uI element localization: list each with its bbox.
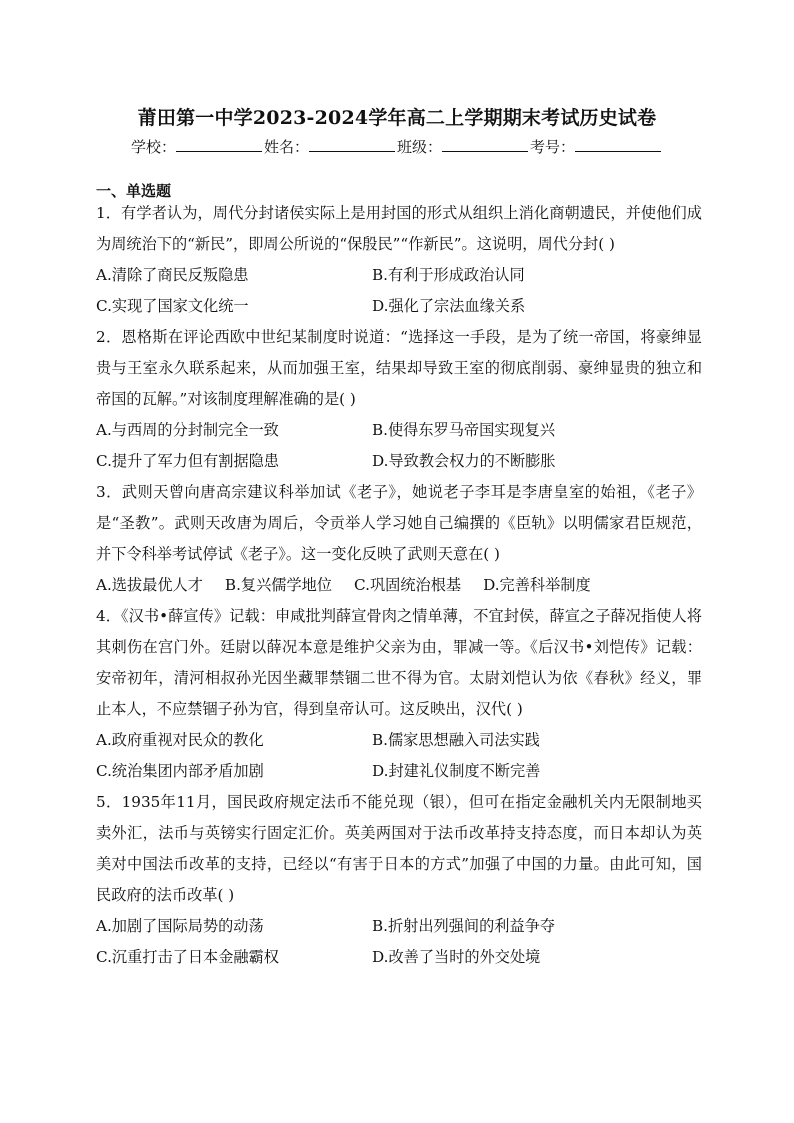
option-group [96,260,702,322]
name-blank[interactable] [309,137,395,152]
question [96,477,702,601]
option-d[interactable]: D.强化了宗法血缘关系 [372,297,526,315]
name-label: 姓名： [263,138,309,156]
option-c[interactable]: C.巩固统治根基 [354,576,462,594]
option-d[interactable]: D.封建礼仪制度不断完善 [372,762,541,780]
option-c[interactable]: C.统治集团内部矛盾加剧 [96,762,264,780]
student-info-line [0,136,794,157]
option-a[interactable]: A.清除了商民反叛隐患 [96,266,249,284]
option-group [96,911,702,973]
option-d[interactable]: D.完善科举制度 [483,576,591,594]
option-b[interactable]: B.复兴儒学地位 [224,576,333,594]
school-label: 学校： [130,138,176,156]
question-stem: 4．《汉书•薛宣传》记载：申咸批判薛宣骨肉之情单薄，不宜封侯，薛宣之子薛况指使人将其刺伤在宫门外。廷尉以薛况本意是维护父亲为由，罪减一等。《后汉书•刘恺传》记载：安帝初年，清河相叔孙光因坐藏罪禁锢二世不得为官。太尉刘恺认为依《春秋》经义，罪止本人，不应禁锢子孙为官，得到皇帝认可。这反映出，汉代( ) [96,607,702,718]
option-d[interactable]: D.改善了当时的外交处境 [372,948,541,966]
question-stem: 1．有学者认为，周代分封诸侯实际上是用封国的形式从组织上消化商朝遗民，并使他们成为周统治下的“新民”，即周公所说的“保殷民”“作新民”。这说明，周代分封( ) [96,204,702,253]
exam-title: 莆田第一中学2023-2024学年高二上学期期末考试历史试卷 [137,107,657,129]
question-stem: 5．1935年11月，国民政府规定法币不能兑现（银），但可在指定金融机关内无限制地买卖外汇，法币与英镑实行固定汇价。英美两国对于法币改革持支持态度，而日本却认为英美对中国法币改革的支持，已经以“有害于日本的方式”加强了中国的力量。由此可知，国民政府的法币改革( ) [96,793,702,904]
option-group [96,415,702,477]
question [96,787,702,973]
school-blank[interactable] [176,137,262,152]
class-blank[interactable] [442,137,528,152]
number-blank[interactable] [575,137,661,152]
question-stem: 2．恩格斯在评论西欧中世纪某制度时说道：“选择这一手段，是为了统一帝国，将豪绅显贵与王室永久联系起来，从而加强王室，结果却导致王室的彻底削弱、豪绅显贵的独立和帝国的瓦解。”对该制度理解准确的是( ) [96,328,702,408]
option-group [96,725,702,787]
option-c[interactable]: C.实现了国家文化统一 [96,297,249,315]
question [96,322,702,477]
section-title: 一、单选题 [96,182,172,200]
option-c[interactable]: C.提升了军力但有割据隐患 [96,452,279,470]
question [96,601,702,787]
option-c[interactable]: C.沉重打击了日本金融霸权 [96,948,279,966]
option-group [96,570,702,601]
question-stem: 3．武则天曾向唐高宗建议科举加试《老子》，她说老子李耳是李唐皇室的始祖，《老子》是“圣教”。武则天改唐为周后，令贡举人学习她自己编撰的《臣轨》以明儒家君臣规范，并下令科举考试停试《老子》。这一变化反映了武则天意在( ) [96,483,702,563]
option-a[interactable]: A.加剧了国际局势的动荡 [96,917,264,935]
question [96,198,702,322]
option-b[interactable]: B.使得东罗马帝国实现复兴 [372,421,556,439]
option-d[interactable]: D.导致教会权力的不断膨胀 [372,452,556,470]
option-a[interactable]: A.与西周的分封制完全一致 [96,421,279,439]
option-a[interactable]: A.政府重视对民众的教化 [96,731,264,749]
number-label: 考号： [530,138,576,156]
question-list [96,198,702,973]
option-b[interactable]: B.儒家思想融入司法实践 [372,731,540,749]
option-b[interactable]: B.有利于形成政治认同 [372,266,525,284]
option-a[interactable]: A.选拔最优人才 [96,576,203,594]
option-b[interactable]: B.折射出列强间的利益争夺 [372,917,556,935]
class-label: 班级： [397,138,443,156]
